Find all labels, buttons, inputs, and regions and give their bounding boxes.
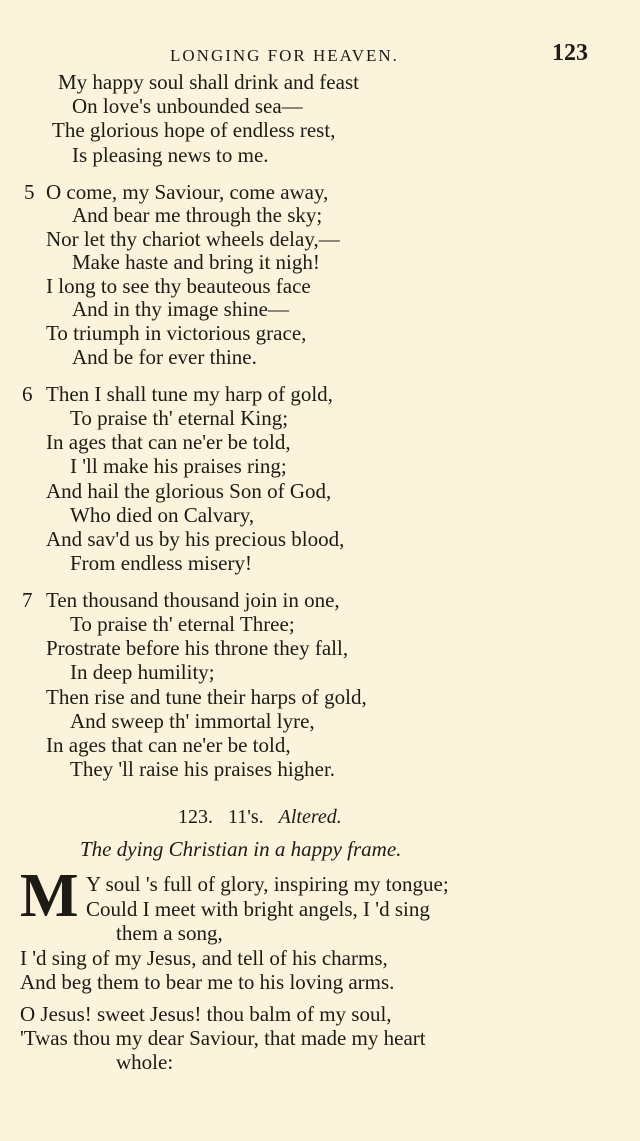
verse-line: Then rise and tune their harps of gold, <box>46 685 367 709</box>
verse-line: In deep humility; <box>70 660 215 684</box>
verse-line: whole: <box>116 1050 174 1074</box>
verse-line: I 'll make his praises ring; <box>70 454 287 478</box>
verse-line: Could I meet with bright angels, I 'd sing <box>86 897 430 921</box>
verse-line: And hail the glorious Son of God, <box>46 479 332 503</box>
verse-line: Prostrate before his throne they fall, <box>46 636 349 660</box>
drop-cap: M <box>20 862 79 930</box>
verse-line: 'Twas thou my dear Saviour, that made my heart <box>20 1026 426 1050</box>
verse-line: Who died on Calvary, <box>70 503 255 527</box>
verse-line: Ten thousand thousand join in one, <box>46 588 340 612</box>
verse-line: O Jesus! sweet Jesus! thou balm of my soul, <box>20 1002 392 1026</box>
verse-line: To praise th' eternal King; <box>70 406 289 430</box>
hymn-subtitle: The dying Christian in a happy frame. <box>80 837 402 861</box>
verse-line: Then I shall tune my harp of gold, <box>46 382 333 406</box>
stanza-number: 5 <box>24 180 35 204</box>
stanza-number: 7 <box>22 588 33 612</box>
hymn-heading <box>178 806 342 829</box>
verse-line: In ages that can ne'er be told, <box>46 733 291 757</box>
verse-line: To praise th' eternal Three; <box>70 612 295 636</box>
verse-line: And be for ever thine. <box>72 345 257 369</box>
hymn-note: Altered. <box>278 806 342 828</box>
verse-line: And in thy image shine— <box>72 297 289 321</box>
verse-line: Is pleasing news to me. <box>72 143 269 167</box>
page-header <box>0 40 640 70</box>
verse-line: And sav'd us by his precious blood, <box>46 527 345 551</box>
verse-line: I long to see thy beauteous face <box>46 274 311 298</box>
verse-line: Make haste and bring it nigh! <box>72 250 320 274</box>
stanza-number: 6 <box>22 382 33 406</box>
page-number: 123 <box>552 40 588 66</box>
hymn-meter: 11's. <box>228 806 264 828</box>
verse-line: And beg them to bear me to his loving arms. <box>20 970 395 994</box>
hymn-number: 123. <box>178 806 213 828</box>
verse-line: From endless misery! <box>70 551 252 575</box>
verse-line: My happy soul shall drink and feast <box>58 70 359 94</box>
verse-line: Nor let thy chariot wheels delay,— <box>46 227 340 251</box>
verse-line: And sweep th' immortal lyre, <box>70 709 315 733</box>
verse-line: Y soul 's full of glory, inspiring my tongue; <box>86 872 449 896</box>
verse-line: The glorious hope of endless rest, <box>52 118 336 142</box>
verse-line: O come, my Saviour, come away, <box>46 180 329 204</box>
running-title: LONGING FOR HEAVEN. <box>170 46 399 65</box>
verse-line: On love's unbounded sea— <box>72 94 303 118</box>
verse-line: In ages that can ne'er be told, <box>46 430 291 454</box>
verse-line: I 'd sing of my Jesus, and tell of his charms, <box>20 946 388 970</box>
verse-line: And bear me through the sky; <box>72 203 323 227</box>
verse-line: To triumph in victorious grace, <box>46 321 307 345</box>
verse-line: They 'll raise his praises higher. <box>70 757 336 781</box>
verse-line: them a song, <box>116 921 223 945</box>
